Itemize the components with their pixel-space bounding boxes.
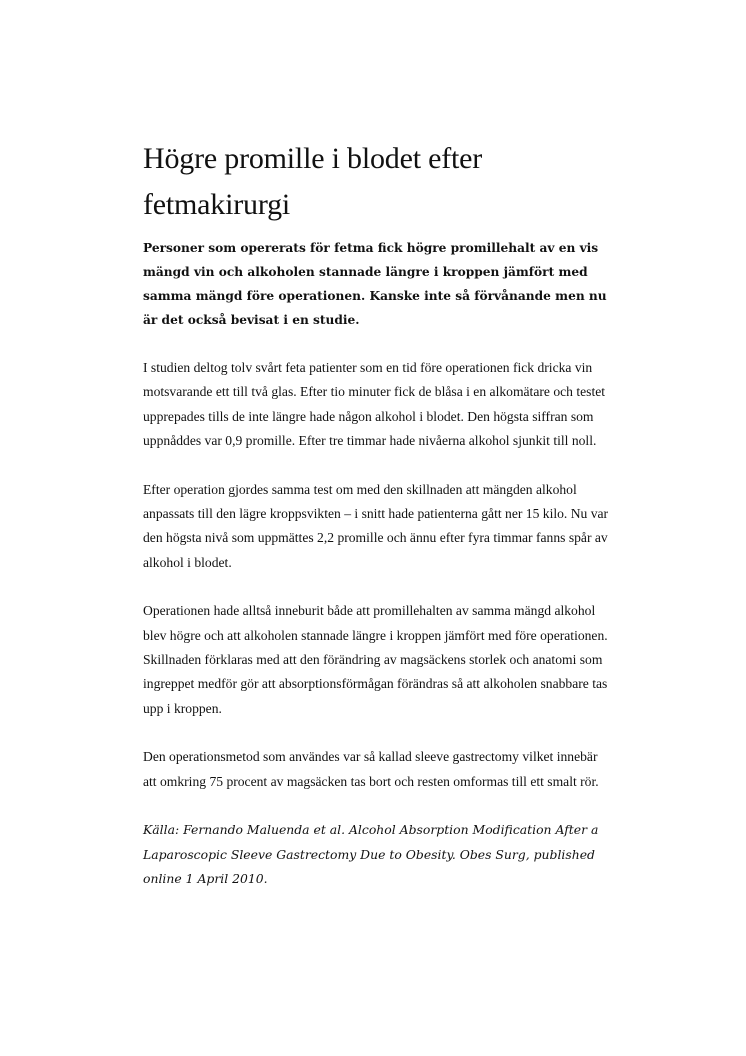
article [143,136,613,891]
article-paragraph-3: Operationen hade alltså inneburit både att promillehalten av samma mängd alkohol blev högre och att alkoholen stannade längre i kroppen jämfört med före operationen. Skillnaden förklaras med att den förändring av magsäckens storlek och anatomi som ingreppet medför gör att absorptionsförmågan förändras så att alkoholen snabbare tas upp i kroppen. [143,603,608,716]
article-title: Högre promille i blodet efter fetmakirurgi [143,142,483,221]
article-paragraph-1: I studien deltog tolv svårt feta patienter som en tid före operationen fick dricka vin motsvarande ett till två glas. Efter tio minuter fick de blåsa i en alkomätare och testet upprepades tills de inte längre hade någon alkohol i blodet. Den högsta siffran som uppnåddes var 0,9 promille. Efter tre timmar hade nivåerna alkohol sjunkit till noll. [143,360,606,449]
article-paragraph-2: Efter operation gjordes samma test om med den skillnaden att mängden alkohol anpassats till den lägre kroppsvikten – i snitt hade patienterna gått ner 15 kilo. Nu var den högsta nivå som uppmättes 2,2 promille och ännu efter fyra timmar fanns spår av alkohol i blodet. [143,481,609,570]
article-paragraph-4: Den operationsmetod som användes var så kallad sleeve gastrectomy vilket innebär att omkring 75 procent av magsäcken tas bort och resten omformas till ett smalt rör. [143,749,599,789]
article-source: Källa: Fernando Maluenda et al. Alcohol Absorption Modification After a Laparoscopic Sleeve Gastrectomy Due to Obesity. Obes Surg, published online 1 April 2010. [143,822,599,886]
article-lead: Personer som opererats för fetma fick högre promillehalt av en vis mängd vin och alkoholen stannade längre i kroppen jämfört med samma mängd före operationen. Kanske inte så förvånande men nu är det också bevisat i en studie. [143,241,607,327]
